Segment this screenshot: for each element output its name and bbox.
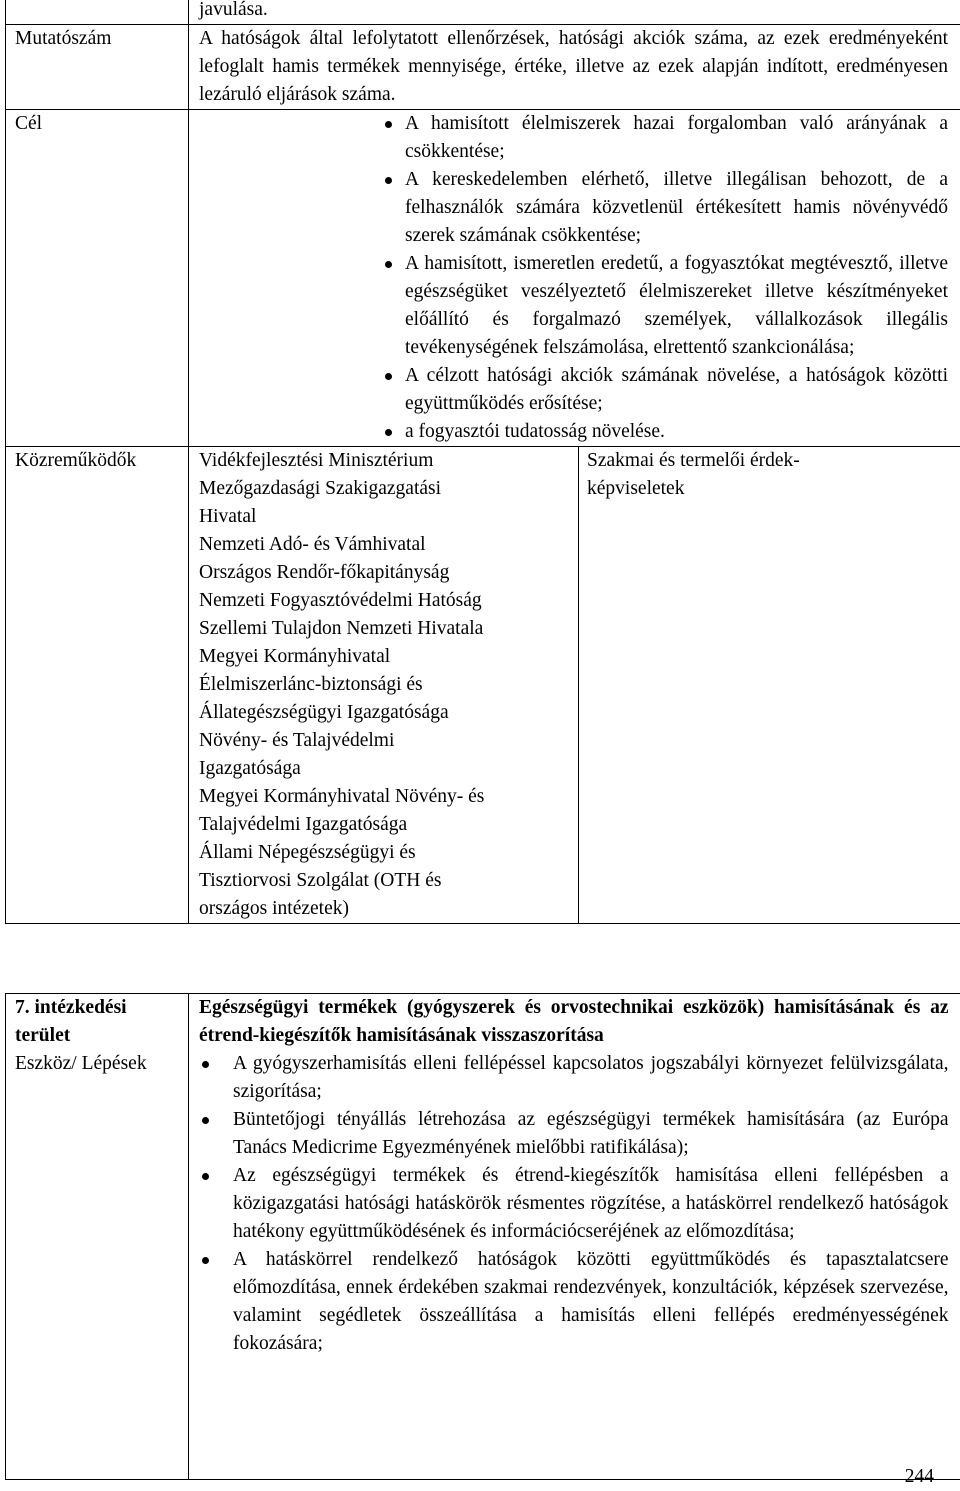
measure-list bbox=[199, 1050, 949, 1358]
bullet-icon bbox=[385, 429, 392, 436]
page-number: 244 bbox=[905, 1463, 934, 1491]
indicator-text: A hatóságok által lefolytatott ellenőrzések, hatósági akciók száma, az ezek eredményeként lefoglalt hamis termékek mennyisége, értéke, illetve az ezek alapján indított, eredményesen lezáruló eljárások száma. bbox=[189, 25, 960, 110]
list-item: A hatáskörrel rendelkező hatóságok közötti együttműködés és tapasztalatcsere előmozdítása, ennek érdekében szakmai rendezvények, konzultációk, képzések szervezése, valamint segédletek összeállítása a hamisítás elleni fellépés eredményességének fokozására; bbox=[199, 1246, 949, 1358]
bullet-icon bbox=[385, 121, 392, 128]
goal-row bbox=[6, 110, 960, 447]
list-item: Büntetőjogi tényállás létrehozása az egészségügyi termékek hamisítására (az Európa Tanács Medicrime Egyezményének mielőbbi ratifikálása); bbox=[199, 1106, 949, 1162]
fragment-row bbox=[6, 0, 960, 25]
goals-table bbox=[5, 0, 960, 924]
tools-steps-label: Eszköz/ Lépések bbox=[15, 1050, 184, 1078]
list-item: A gyógyszerhamisítás elleni fellépéssel kapcsolatos jogszabályi környezet felülvizsgálata, szigorítása; bbox=[199, 1050, 949, 1106]
measure-row bbox=[6, 994, 960, 1480]
bullet-icon bbox=[202, 1117, 209, 1124]
measure-area-label: 7. intézkedési terület bbox=[15, 994, 184, 1050]
contributors-row bbox=[6, 447, 960, 924]
measure-label-cell bbox=[6, 994, 189, 1480]
list-item: A kereskedelemben elérhető, illetve illegálisan behozott, de a felhasználók számára közvetlenül értékesített hamis növényvédő szerek számának csökkentése; bbox=[380, 166, 948, 250]
measure-table bbox=[5, 993, 960, 1480]
indicator-label: Mutatószám bbox=[6, 25, 189, 110]
bullet-icon bbox=[202, 1173, 209, 1180]
bullet-icon bbox=[202, 1257, 209, 1264]
goal-list bbox=[380, 110, 948, 446]
contributors-left: Vidékfejlesztési Minisztérium Mezőgazdasági Szakigazgatási Hivatal Nemzeti Adó- és Vámhivatal Országos Rendőr-főkapitányság Nemzeti Fogyasztóvédelmi Hatóság Szellemi Tulajdon Nemzeti Hivatala Megyei Kormányhivatal Élelmiszerlánc-biztonsági és Állategészségügyi Igazgatósága Növény- és Talajvédelmi Igazgatósága Megyei Kormányhivatal Növény- és Talajvédelmi Igazgatósága Állami Népegészségügyi és Tisztiorvosi Szolgálat (OTH és országos intézetek) bbox=[189, 447, 579, 924]
fragment-text: javulása. bbox=[199, 0, 956, 24]
bullet-icon bbox=[385, 261, 392, 268]
list-item: Az egészségügyi termékek és étrend-kiegészítők hamisítása elleni fellépésben a közigazgatási hatósági hatáskörök résmentes rögzítése, a hatáskörrel rendelkező hatóságok hatékony együttműködésének és információcseréjének az előmozdítása; bbox=[199, 1162, 949, 1246]
measure-heading: Egészségügyi termékek (gyógyszerek és orvostechnikai eszközök) hamisításának és az étrend-kiegészítők hamisításának visszaszorítása bbox=[199, 994, 949, 1050]
bullet-icon bbox=[385, 373, 392, 380]
indicator-row bbox=[6, 25, 960, 110]
bullet-icon bbox=[385, 177, 392, 184]
contributors-right: Szakmai és termelői érdek- képviseletek bbox=[579, 447, 960, 924]
list-item: A hamisított élelmiszerek hazai forgalomban való arányának a csökkentése; bbox=[380, 110, 948, 166]
contributors-label: Közreműködők bbox=[6, 447, 189, 924]
list-item: A hamisított, ismeretlen eredetű, a fogyasztókat megtévesztő, illetve egészségüket veszélyeztető élelmiszereket illetve készítményeket előállító és forgalmazó személyek, vállalkozások illegális tevékenységének felszámolása, elrettentő szankcionálása; bbox=[380, 250, 948, 362]
bullet-icon bbox=[202, 1061, 209, 1068]
goal-label: Cél bbox=[6, 110, 189, 447]
list-item: A célzott hatósági akciók számának növelése, a hatóságok közötti együttműködés erősítése; bbox=[380, 362, 948, 418]
list-item: a fogyasztói tudatosság növelése. bbox=[380, 418, 948, 446]
